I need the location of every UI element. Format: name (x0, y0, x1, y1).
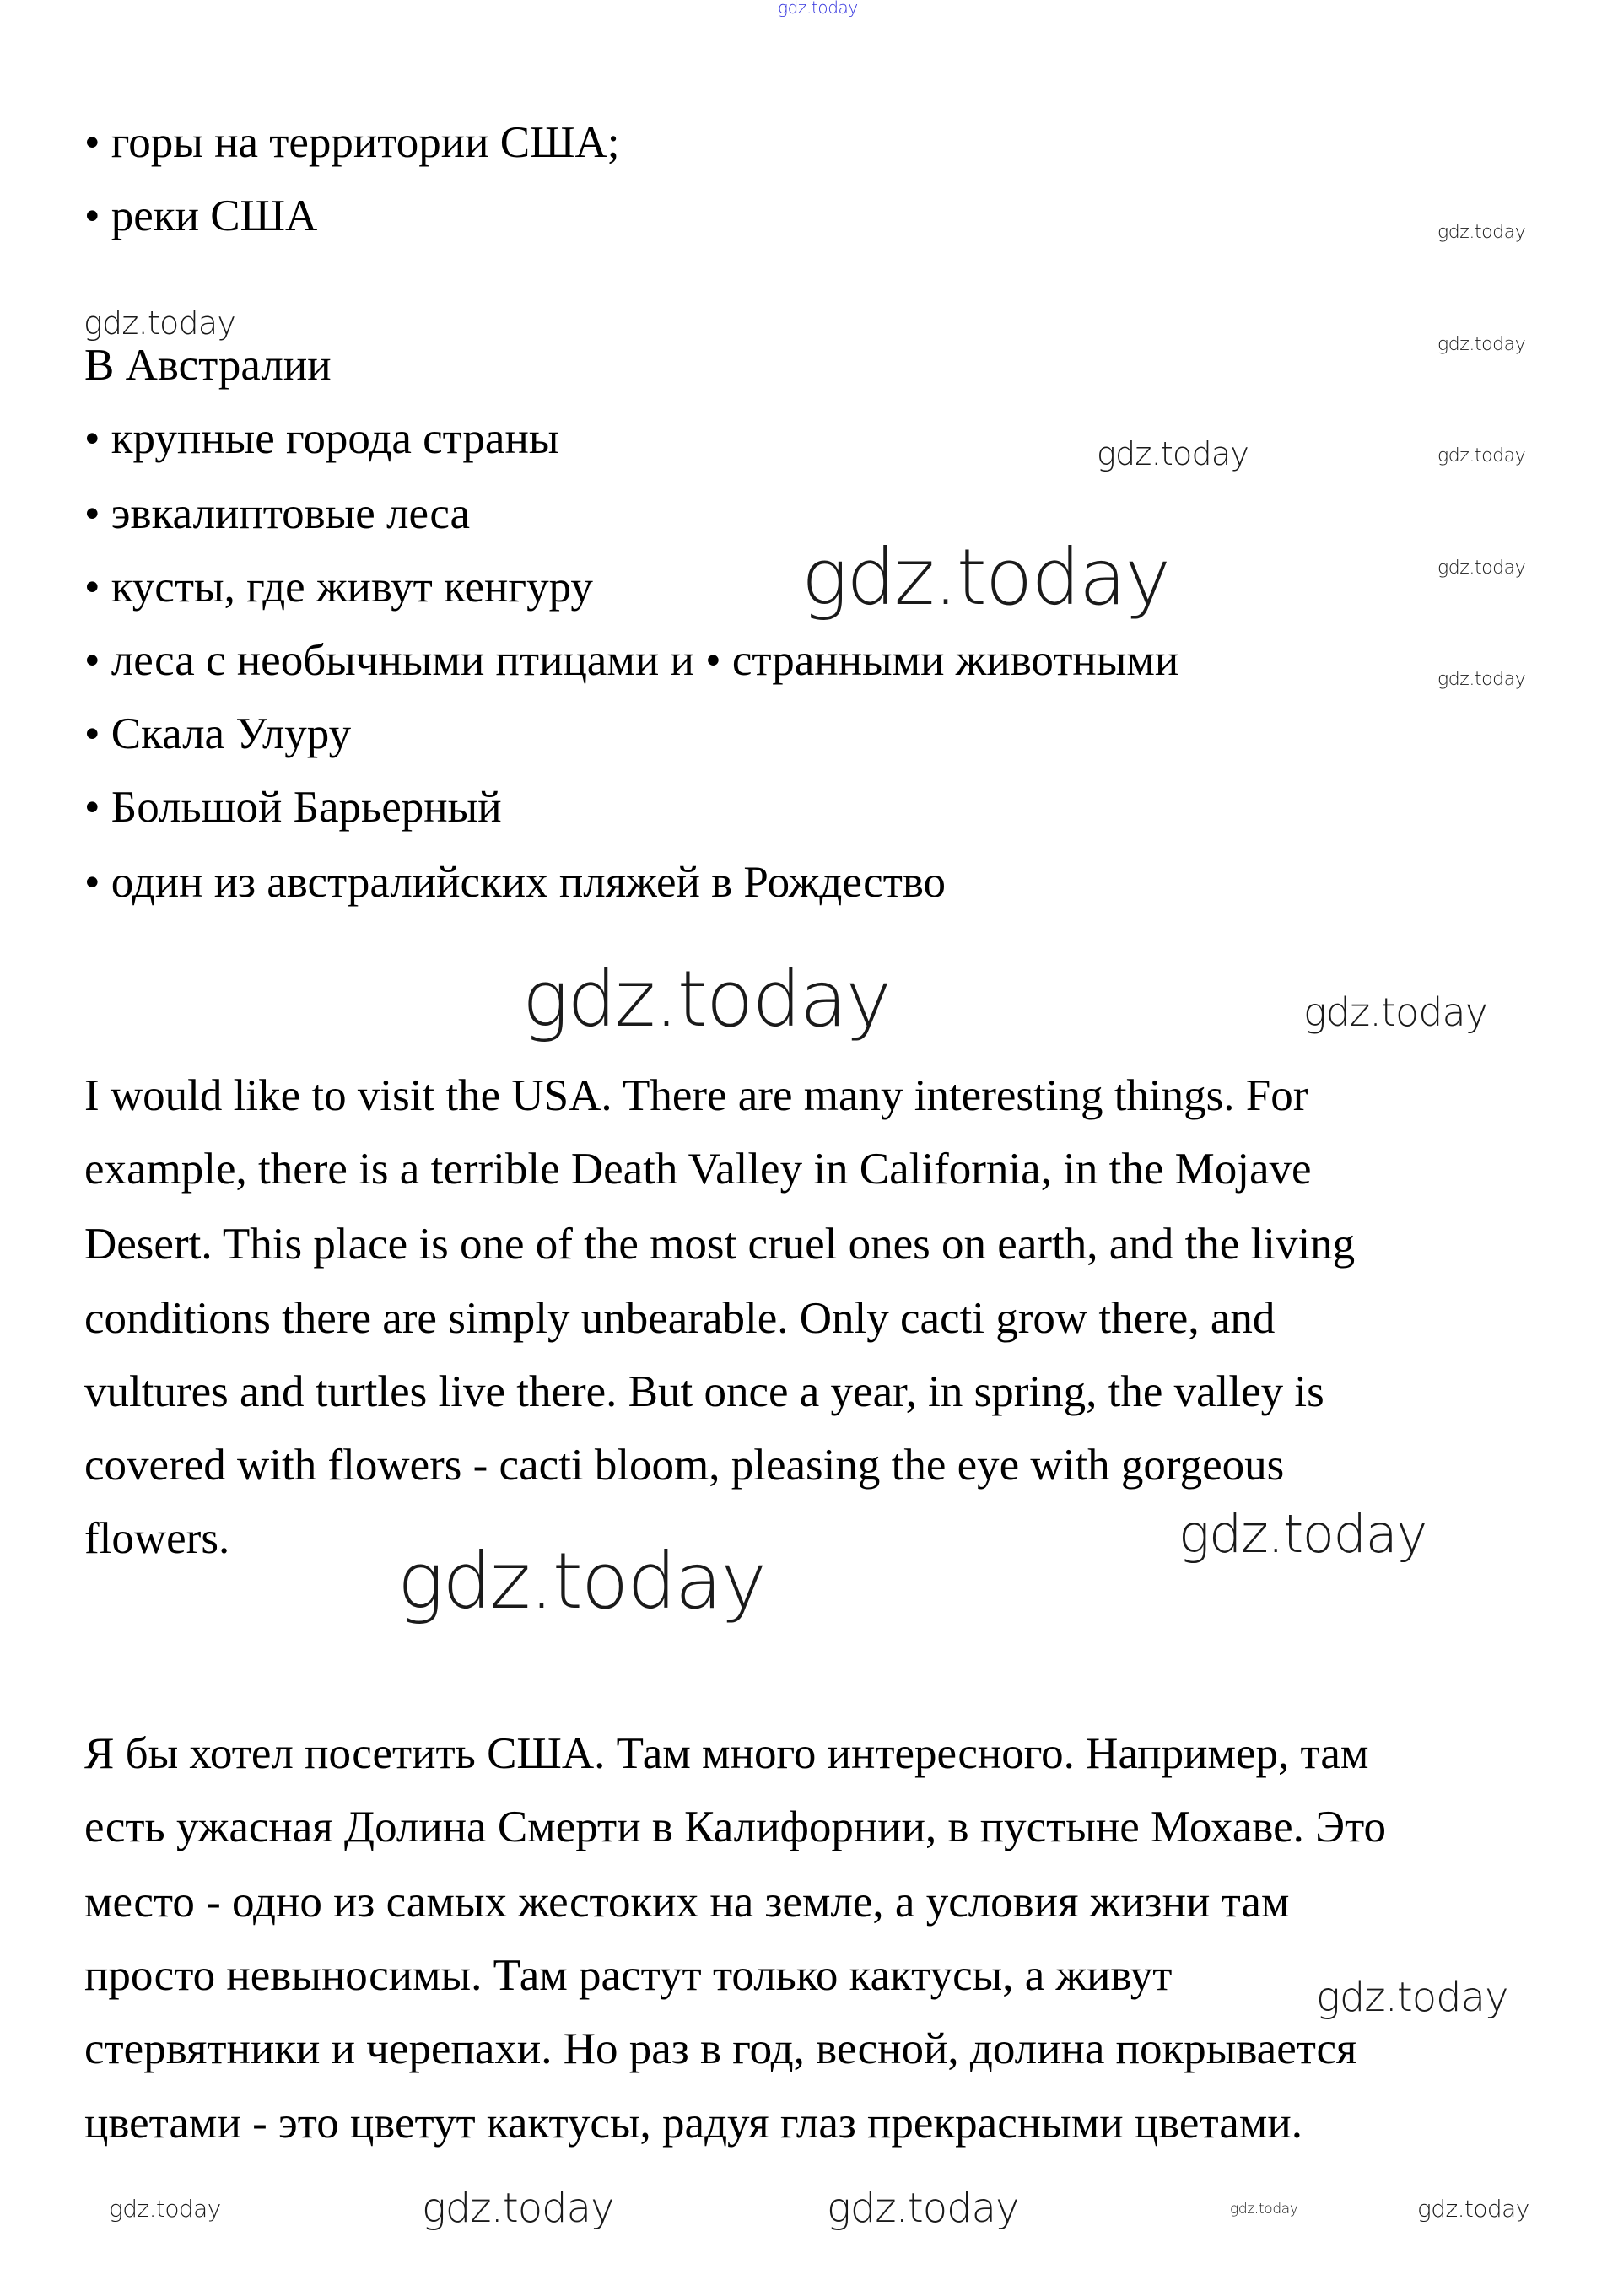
english-paragraph-line: flowers. (84, 1514, 230, 1563)
usa-list-item: • реки США (84, 191, 318, 240)
watermark: gdz.today (1303, 989, 1488, 1035)
australia-heading: В Австралии (84, 341, 332, 390)
australia-list-item: • Скала Улуру (84, 709, 352, 758)
australia-list-item: • один из австралийских пляжей в Рождество (84, 858, 947, 907)
australia-list-item: • крупные города страны (84, 414, 559, 463)
watermark: gdz.today (109, 2194, 221, 2223)
watermark: gdz.today (1417, 2194, 1529, 2223)
watermark: gdz.today (522, 954, 891, 1045)
watermark: gdz.today (1437, 333, 1526, 355)
english-paragraph-line: vultures and turtles live there. But once a year, in spring, the valley is (84, 1367, 1324, 1416)
australia-list-item: • леса с необычными птицами и • странными животными (84, 636, 1179, 685)
watermark: gdz.today (1316, 1973, 1508, 2021)
watermark: gdz.today (1437, 668, 1526, 690)
russian-paragraph-line: стервятники и черепахи. Но раз в год, весной, долина покрывается (84, 2024, 1357, 2073)
watermark: gdz.today (1230, 2200, 1298, 2218)
russian-paragraph-line: цветами - это цветут кактусы, радуя глаз прекрасными цветами. (84, 2099, 1302, 2148)
australia-list-item: • Большой Барьерный (84, 783, 502, 832)
watermark: gdz.today (1437, 445, 1526, 466)
english-paragraph-line: Desert. This place is one of the most cruel ones on earth, and the living (84, 1220, 1356, 1269)
watermark: gdz.today (422, 2184, 614, 2232)
australia-list-item: • эвкалиптовые леса (84, 489, 471, 538)
watermark: gdz.today (801, 532, 1170, 623)
watermark: gdz.today (1437, 221, 1526, 243)
watermark: gdz.today (1437, 557, 1526, 579)
watermark: gdz.today (1178, 1502, 1427, 1565)
watermark: gdz.today (84, 305, 236, 342)
english-paragraph-line: conditions there are simply unbearable. Only cacti grow there, and (84, 1294, 1276, 1343)
english-paragraph-line: example, there is a terrible Death Valley in California, in the Mojave (84, 1145, 1312, 1194)
watermark: gdz.today (778, 0, 858, 18)
russian-paragraph-line: есть ужасная Долина Смерти в Калифорнии, в пустыне Мохаве. Это (84, 1803, 1387, 1851)
english-paragraph-line: I would like to visit the USA. There are many interesting things. For (84, 1071, 1308, 1120)
australia-list-item: • кусты, где живут кенгуру (84, 563, 593, 612)
russian-paragraph-line: Я бы хотел посетить США. Там много интересного. Например, там (84, 1729, 1369, 1778)
watermark: gdz.today (397, 1536, 766, 1627)
russian-paragraph-line: просто невыносимы. Там растут только кактусы, а живут (84, 1951, 1173, 2000)
watermark: gdz.today (827, 2184, 1019, 2232)
watermark: gdz.today (1097, 435, 1249, 473)
usa-list-item: • горы на территории США; (84, 118, 620, 167)
russian-paragraph-line: место - одно из самых жестоких на земле, а условия жизни там (84, 1878, 1290, 1927)
english-paragraph-line: covered with flowers - cacti bloom, pleasing the eye with gorgeous (84, 1441, 1285, 1490)
